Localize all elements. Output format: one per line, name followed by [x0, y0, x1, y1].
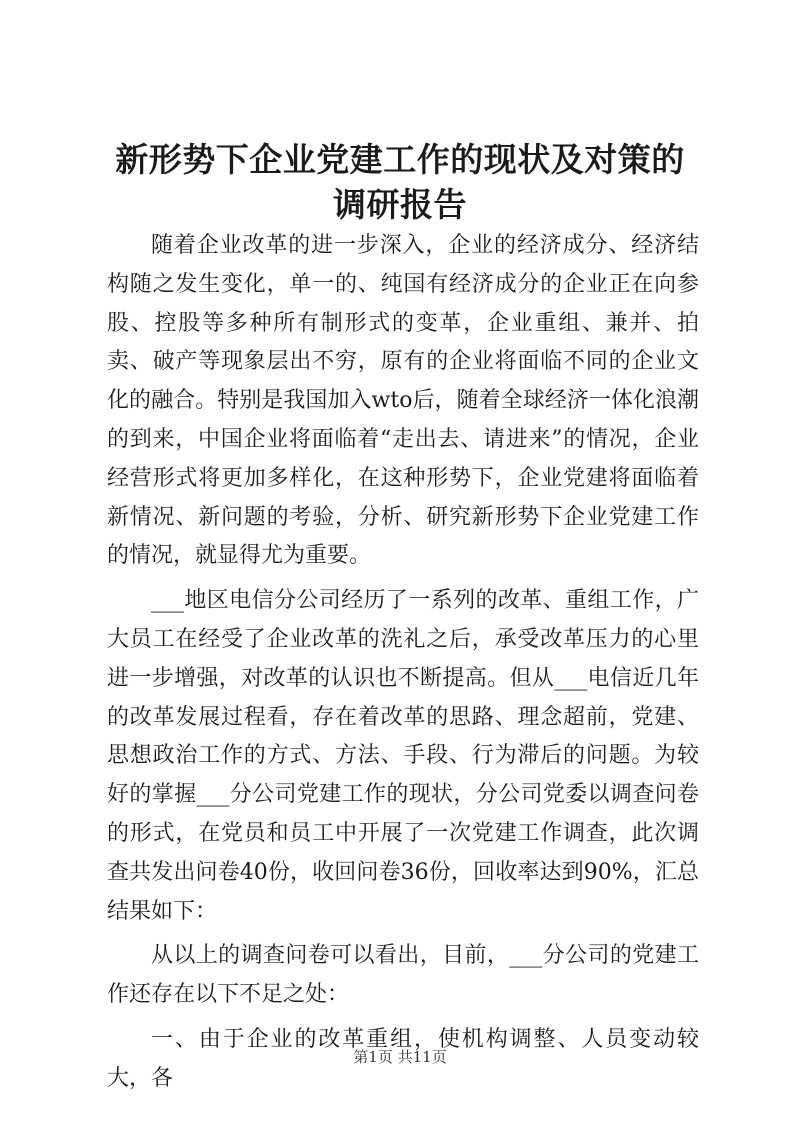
paragraph-1: 随着企业改革的进一步深入，企业的经济成分、经济结构随之发生变化，单一的、纯国有经济成分的企业正在向参股、控股等多种所有制形式的变革，企业重组、兼并、拍卖、破产等现象层出不穷，原有的企业将面临不同的企业文化的融合。特别是我国加入wto后，随着全球经济一体化浪潮的到来，中国企业将面临着“走出去、请进来”的情况，企业经营形式将更加多样化，在这种形势下，企业党建将面临着新情况、新问题的考验，分析、研究新形势下企业党建工作的情况，就显得尤为重要。 [107, 233, 699, 569]
paragraph-4: 一、由于企业的改革重组，使机构调整、人员变动较大，各 [107, 1026, 699, 1091]
document-title: 新形势下企业党建工作的现状及对策的调研报告 [115, 140, 685, 224]
paragraph-2: ___地区电信分公司经历了一系列的改革、重组工作，广大员工在经受了企业改革的洗礼之后，承受改革压力的心里进一步增强，对改革的认识也不断提高。但从___电信近几年的改革发展过程看，存在着改革的思路、理念超前，党建、思想政治工作的方式、方法、手段、行为滞后的问题。为较好的掌握___分公司党建工作的现状，分公司党委以调查问卷的形式，在党员和员工中开展了一次党建工作调查，此次调查共发出问卷40份，收回问卷36份，回收率达到90%，汇总结果如下： [107, 588, 699, 924]
page-number: 第1页 共11页 [353, 1048, 447, 1066]
paragraph-3: 从以上的调查问卷可以看出，目前，___分公司的党建工作还存在以下不足之处： [107, 943, 699, 1008]
document-body [107, 227, 699, 1105]
